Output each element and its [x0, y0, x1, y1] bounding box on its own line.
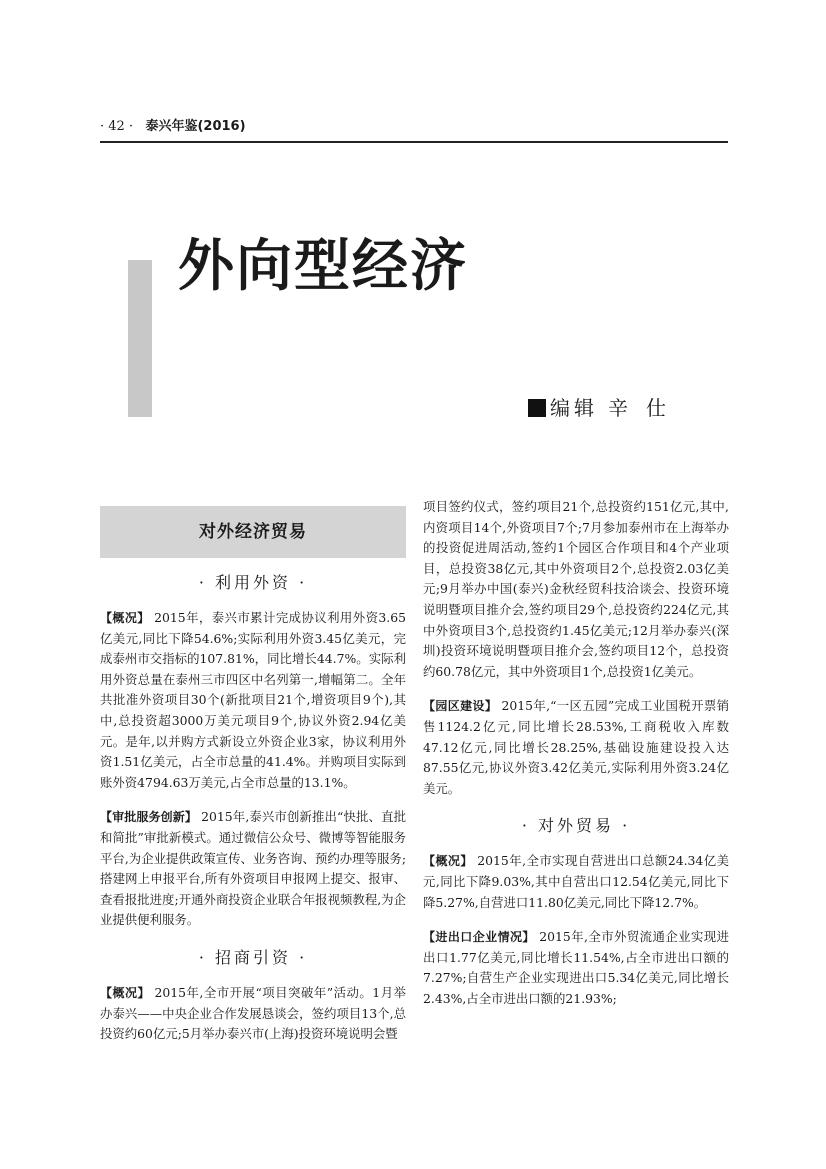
- paragraph: [423, 851, 729, 913]
- paragraph: [423, 696, 729, 799]
- paragraph-text: 2015年,“一区五园”完成工业国税开票销售1124.2亿元,同比增长28.53%,工商税收入库数47.12亿元,同比增长28.25%,基础设施建设投入达87.55亿元,协议外资3.42亿美元,实际利用外资3.24亿美元。: [423, 698, 729, 796]
- paragraph-tag: 【进出口企业情况】: [423, 930, 535, 945]
- paragraph-tag: 【审批服务创新】: [100, 810, 198, 825]
- paragraph-tag: 【概况】: [100, 985, 151, 1000]
- paragraph-text: 2015年,全市开展“项目突破年”活动。1月举办泰兴——中央企业合作发展恳谈会，签约项目13个,总投资约60亿元;5月举办泰兴市(上海)投资环境说明会暨: [100, 984, 406, 1042]
- subsection-trade: · 对外贸易 ·: [521, 816, 631, 836]
- subsection-investment: · 招商引资 ·: [198, 947, 308, 967]
- paragraph: [423, 927, 729, 1009]
- paragraph-continued: [423, 497, 729, 682]
- paragraph: [100, 608, 406, 793]
- paragraph: [100, 807, 406, 931]
- paragraph-tag: 【园区建设】: [423, 699, 498, 714]
- square-bullet-icon: [528, 399, 546, 417]
- paragraph-tag: 【概况】: [100, 611, 150, 625]
- paragraph-text: 2015年,泰兴市创新推出“快批、直批和简批”审批新模式。通过微信公众号、微博等智能服务平台,为企业提供政策宣传、业务咨询、预约办理等服务;搭建网上申报平台,所有外资项目申报网上提交、报审、查看报批进度;开通外商投资企业联合年报视频教程,为企业提供便利服务。: [100, 809, 406, 928]
- paragraph: [100, 983, 406, 1045]
- paragraph-text: 2015年，泰兴市累计完成协议利用外资3.65亿美元,同比下降54.6%;实际利用外资3.45亿美元，完成泰州市交指标的107.81%，同比增长44.7%。实际利用外资总量在泰州三市四区中名列第一,增幅第二。全年共批准外资项目30个(新批项目21个,增资项目9个),其中,总投资超3000万美元项目9个,协议外资2.94亿美元。是年,以并购方式新设立外资企业3家，协议利用外资1.51亿美元，占全市总量的41.4%。并购项目实际到账外资4794.63万美元,占全市总量的13.1%。: [100, 610, 406, 790]
- editor-credit: [528, 392, 684, 421]
- section-title: 对外经济贸易: [100, 506, 406, 558]
- paragraph-tag: 【概况】: [423, 854, 473, 869]
- left-column: [100, 506, 406, 1059]
- paragraph-text: 2015年,全市外贸流通企业实现进出口1.77亿美元,同比增长11.54%,占全市进出口额的7.27%;自营生产企业实现进出口5.34亿美元,同比增长2.43%,占全市进出口额的21.93%;: [423, 929, 729, 1006]
- paragraph-text: 2015年,全市实现自营进出口总额24.34亿美元,同比下降9.03%,其中自营出口12.54亿美元,同比下降5.27%,自营进口11.80亿美元,同比下降12.7%。: [423, 853, 729, 910]
- paragraph-text: 项目签约仪式，签约项目21个,总投资约151亿元,其中,内资项目14个,外资项目7个;7月参加泰州市在上海举办的投资促进周活动,签约1个园区合作项目和4个产业项目，总投资38亿元,其中外资项目2个,总投资2.03亿美元;9月举办中国(泰兴)金秋经贸科技洽谈会、投资环境说明暨项目推介会,签约项目29个,总投资约224亿元,其中外资项目3个,总投资约1.45亿美元;12月举办泰兴(深圳)投资环境说明暨项目推介会,签约项目12个，总投资约60.78亿元，其中外资项目1个,总投资1亿美元。: [423, 499, 729, 679]
- right-column: [423, 497, 729, 1023]
- editor-label: 编辑: [550, 396, 598, 420]
- subsection-foreign-capital: · 利用外资 ·: [198, 573, 308, 592]
- running-header: [100, 113, 728, 143]
- editor-name: 辛仕: [608, 396, 684, 420]
- chapter-decoration-bar: [128, 260, 152, 417]
- chapter-title: 外向型经济: [178, 234, 468, 299]
- book-title: 泰兴年鉴(2016): [145, 119, 246, 134]
- page-number: · 42 ·: [100, 119, 134, 134]
